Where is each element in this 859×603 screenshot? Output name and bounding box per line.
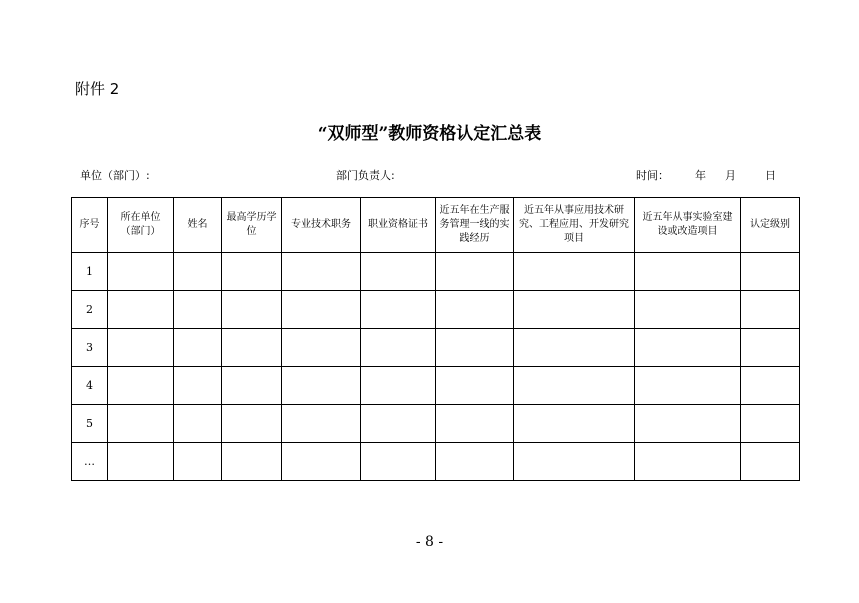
table-cell [361,291,436,329]
table-cell [635,291,741,329]
header-cell-research: 近五年从事应用技术研究、工程应用、开发研究项目 [514,198,635,253]
table-cell [282,405,361,443]
document-title: “双师型”教师资格认定汇总表 [317,124,542,144]
table-cell [741,405,800,443]
table-cell [635,443,741,481]
header-cell-unit: 所在单位（部门） [108,198,174,253]
table-cell [282,443,361,481]
table-cell [282,253,361,291]
unit-label: 单位（部门）: [80,169,150,182]
table-row [72,367,800,405]
dept-head-label: 部门负责人: [336,169,395,182]
summary-table [71,197,800,481]
attachment-label: 附件 2 [75,80,120,98]
table-row [72,329,800,367]
table-row [72,405,800,443]
table-cell [108,405,174,443]
table-cell [635,405,741,443]
row-seq-cell: 3 [72,329,108,367]
table-cell [174,329,222,367]
table-cell [514,443,635,481]
page-number: - 8 - [415,534,444,550]
header-cell-practice: 近五年在生产服务管理一线的实践经历 [436,198,514,253]
row-seq-cell: … [72,443,108,481]
table-cell [635,367,741,405]
table-cell [222,253,282,291]
row-seq-cell: 4 [72,367,108,405]
table-cell [514,329,635,367]
table-cell [635,253,741,291]
table-cell [436,367,514,405]
table-cell [108,443,174,481]
table-cell [514,291,635,329]
table-cell [282,329,361,367]
table-cell [282,291,361,329]
table-cell [361,329,436,367]
table-cell [361,367,436,405]
header-cell-certificate: 职业资格证书 [361,198,436,253]
header-cell-name: 姓名 [174,198,222,253]
table-cell [741,291,800,329]
table-cell [436,329,514,367]
table-cell [436,253,514,291]
header-cell-level: 认定级别 [741,198,800,253]
table-cell [222,405,282,443]
table-cell [108,291,174,329]
year-label: 年 [695,169,706,182]
table-cell [741,367,800,405]
header-cell-lab: 近五年从事实验室建设或改造项目 [635,198,741,253]
header-cell-seq: 序号 [72,198,108,253]
row-seq-cell: 5 [72,405,108,443]
header-row [72,198,800,253]
time-label: 时间： [636,169,669,182]
table-cell [174,253,222,291]
table-cell [436,291,514,329]
table-cell [514,367,635,405]
table-cell [361,443,436,481]
table-cell [174,443,222,481]
table-cell [174,291,222,329]
table-cell [436,405,514,443]
table-cell [108,329,174,367]
table-cell [514,405,635,443]
table-cell [222,329,282,367]
row-seq-cell: 1 [72,253,108,291]
table-cell [361,405,436,443]
table-cell [108,253,174,291]
header-cell-title: 专业技术职务 [282,198,361,253]
table-cell [436,443,514,481]
table-cell [741,443,800,481]
table-row [72,443,800,481]
header-cell-degree: 最高学历学位 [222,198,282,253]
table-row [72,253,800,291]
table-cell [514,253,635,291]
table-cell [222,367,282,405]
row-seq-cell: 2 [72,291,108,329]
month-label: 月 [725,169,736,182]
table-cell [174,405,222,443]
table-row [72,291,800,329]
table-cell [361,253,436,291]
day-label: 日 [765,169,776,182]
table-cell [222,291,282,329]
table-cell [108,367,174,405]
table-cell [741,329,800,367]
table-cell [282,367,361,405]
table-cell [222,443,282,481]
table-cell [174,367,222,405]
table-cell [635,329,741,367]
table-cell [741,253,800,291]
